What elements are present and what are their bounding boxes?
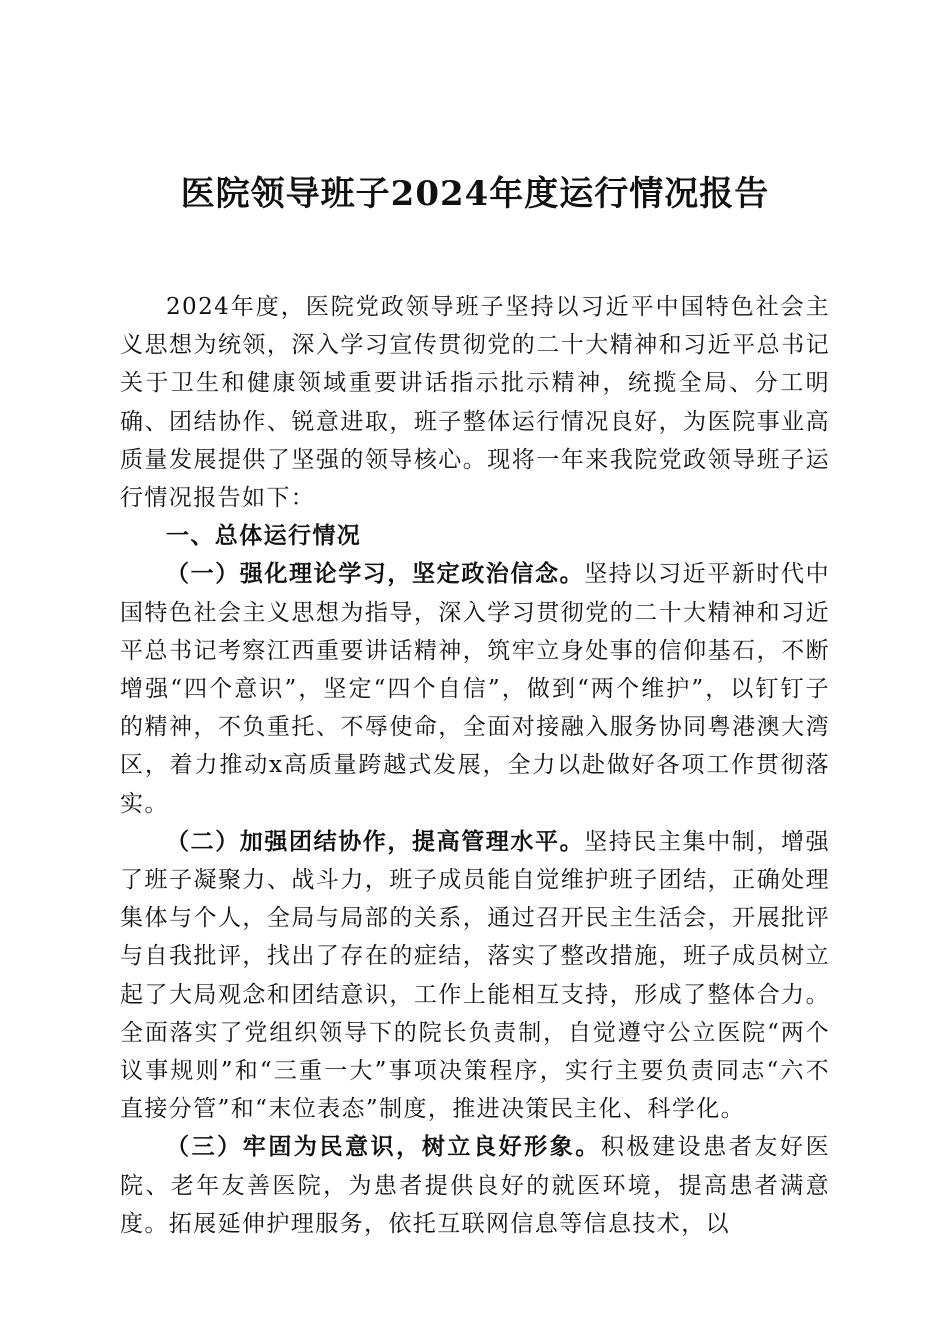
item-lead: （一）强化理论学习，坚定政治信念。: [166, 561, 585, 588]
item-paragraph-3: [120, 1128, 830, 1243]
item-paragraph-2: [120, 823, 830, 1129]
item-lead: （二）加强团结协作，提高管理水平。: [166, 828, 585, 855]
intro-paragraph: 2024年度，医院党政领导班子坚持以习近平中国特色社会主义思想为统领，深入学习宣传贯彻党的二十大精神和习近平总书记关于卫生和健康领域重要讲话指示批示精神，统揽全局、分工明确、团结协作、锐意进取，班子整体运行情况良好，为医院事业高质量发展提供了坚强的领导核心。现将一年来我院党政领导班子运行情况报告如下：: [120, 294, 830, 512]
item-text: 积极建设患者友好医院、老年友善医院，为患者提供良好的就医环境，提高患者满意度。拓展延伸护理服务，依托互联网信息等信息技术，以: [120, 1134, 830, 1237]
item-text: 坚持以习近平新时代中国特色社会主义思想为指导，深入学习贯彻党的二十大精神和习近平总书记考察江西重要讲话精神，筑牢立身处事的信仰基石，不断增强“四个意识”，坚定“四个自信”，做到“两个维护”，以钉钉子的精神，不负重托、不辱使命，全面对接融入服务协同粤港澳大湾区，着力推动x高质量跨越式发展，全力以赴做好各项工作贯彻落实。: [120, 561, 830, 817]
section-heading: 一、总体运行情况: [166, 523, 362, 550]
document-body: [120, 288, 830, 1243]
item-paragraph-1: [120, 555, 830, 822]
item-text: 坚持民主集中制，增强了班子凝聚力、战斗力，班子成员能自觉维护班子团结，正确处理集体与个人，全局与局部的关系，通过召开民主生活会，开展批评与自我批评，找出了存在的症结，落实了整改措施，班子成员树立起了大局观念和团结意识，工作上能相互支持，形成了整体合力。全面落实了党组织领导下的院长负责制，自觉遵守公立医院“两个议事规则”和“三重一大”事项决策程序，实行主要负责同志“六不直接分管”和“末位表态”制度，推进决策民主化、科学化。: [120, 828, 830, 1123]
document-title: 医院领导班子2024年度运行情况报告: [180, 174, 770, 214]
item-lead: （三）牢固为民意识，树立良好形象。: [166, 1134, 601, 1161]
